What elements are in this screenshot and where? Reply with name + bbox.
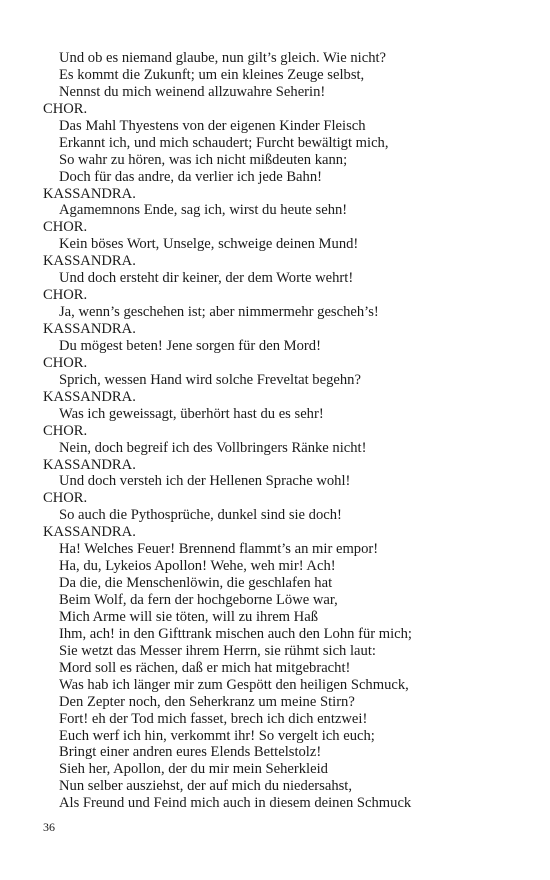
verse-line: Bringt einer andren eures Elends Bettelstolz!	[59, 744, 322, 761]
verse-line: Fort! eh der Tod mich fasset, brech ich dich entzwei!	[59, 710, 368, 727]
verse-line: Euch werf ich hin, verkommt ihr! So vergelt ich euch;	[59, 727, 375, 744]
verse-line: Doch für das andre, da verlier ich jede Bahn!	[59, 168, 322, 185]
verse-line: Das Mahl Thyestens von der eigenen Kinder Fleisch	[59, 117, 366, 134]
play-text	[43, 50, 523, 812]
verse-line: Ja, wenn’s geschehen ist; aber nimmermehr gescheh’s!	[59, 304, 379, 321]
verse-line: Erkannt ich, und mich schaudert; Furcht bewältigt mich,	[59, 134, 389, 151]
verse-line: Und doch ersteht dir keiner, der dem Worte wehrt!	[59, 270, 354, 287]
verse-line: Sieh her, Apollon, der du mir mein Seherkleid	[59, 761, 328, 778]
speaker-name: KASSANDRA.	[43, 388, 136, 405]
verse-line: Als Freund und Feind mich auch in diesem deinen Schmuck	[59, 795, 412, 812]
speaker-name: CHOR.	[43, 219, 88, 236]
verse-line: Und doch versteh ich der Hellenen Sprache wohl!	[59, 473, 351, 490]
verse-line: Den Zepter noch, den Seherkranz um meine Stirn?	[59, 693, 355, 710]
speaker-name: CHOR.	[43, 287, 88, 304]
speaker-name: KASSANDRA.	[43, 253, 136, 270]
page-number: 36	[43, 820, 55, 834]
verse-line: Mord soll es rächen, daß er mich hat mitgebracht!	[59, 659, 351, 676]
verse-line: Mich Arme will sie töten, will zu ihrem Haß	[59, 608, 318, 625]
verse-line: Ha, du, Lykeios Apollon! Wehe, weh mir! Ach!	[59, 558, 336, 575]
verse-line: Sprich, wessen Hand wird solche Freveltat begehn?	[59, 371, 361, 388]
verse-line: Du mögest beten! Jene sorgen für den Mord!	[59, 337, 321, 354]
verse-line: So auch die Pythosprüche, dunkel sind sie doch!	[59, 507, 342, 524]
verse-line: So wahr zu hören, was ich nicht mißdeuten kann;	[59, 151, 348, 168]
speaker-name: CHOR.	[43, 354, 88, 371]
speaker-name: KASSANDRA.	[43, 185, 136, 202]
speaker-name: KASSANDRA.	[43, 321, 136, 337]
verse-line: Ihm, ach! in den Gifttrank mischen auch den Lohn für mich;	[59, 625, 412, 642]
verse-line: Und ob es niemand glaube, nun gilt’s gleich. Wie nicht?	[59, 50, 387, 66]
verse-line: Agamemnons Ende, sag ich, wirst du heute sehn!	[59, 202, 348, 219]
verse-line: Was hab ich länger mir zum Gespött den heiligen Schmuck,	[59, 676, 409, 693]
verse-line: Es kommt die Zukunft; um ein kleines Zeuge selbst,	[59, 66, 365, 83]
verse-line: Was ich geweissagt, überhört hast du es sehr!	[59, 405, 324, 422]
verse-line: Ha! Welches Feuer! Brennend flammt’s an mir empor!	[59, 541, 379, 558]
verse-line: Beim Wolf, da fern der hochgeborne Löwe war,	[59, 592, 338, 608]
speaker-name: CHOR.	[43, 100, 88, 117]
verse-line: Da die, die Menschenlöwin, die geschlafen hat	[59, 575, 333, 592]
speaker-name: KASSANDRA.	[43, 456, 136, 473]
speaker-name: CHOR.	[43, 490, 88, 507]
verse-line: Sie wetzt das Messer ihrem Herrn, sie rühmt sich laut:	[59, 642, 376, 659]
verse-line: Nennst du mich weinend allzuwahre Seherin!	[59, 83, 326, 100]
verse-line: Nein, doch begreif ich des Vollbringers Ränke nicht!	[59, 439, 367, 456]
speaker-name: KASSANDRA.	[43, 524, 136, 541]
verse-line: Nun selber ausziehst, der auf mich du niedersahst,	[59, 778, 353, 795]
speaker-name: CHOR.	[43, 422, 88, 439]
verse-line: Kein böses Wort, Unselge, schweige deinen Mund!	[59, 236, 359, 253]
